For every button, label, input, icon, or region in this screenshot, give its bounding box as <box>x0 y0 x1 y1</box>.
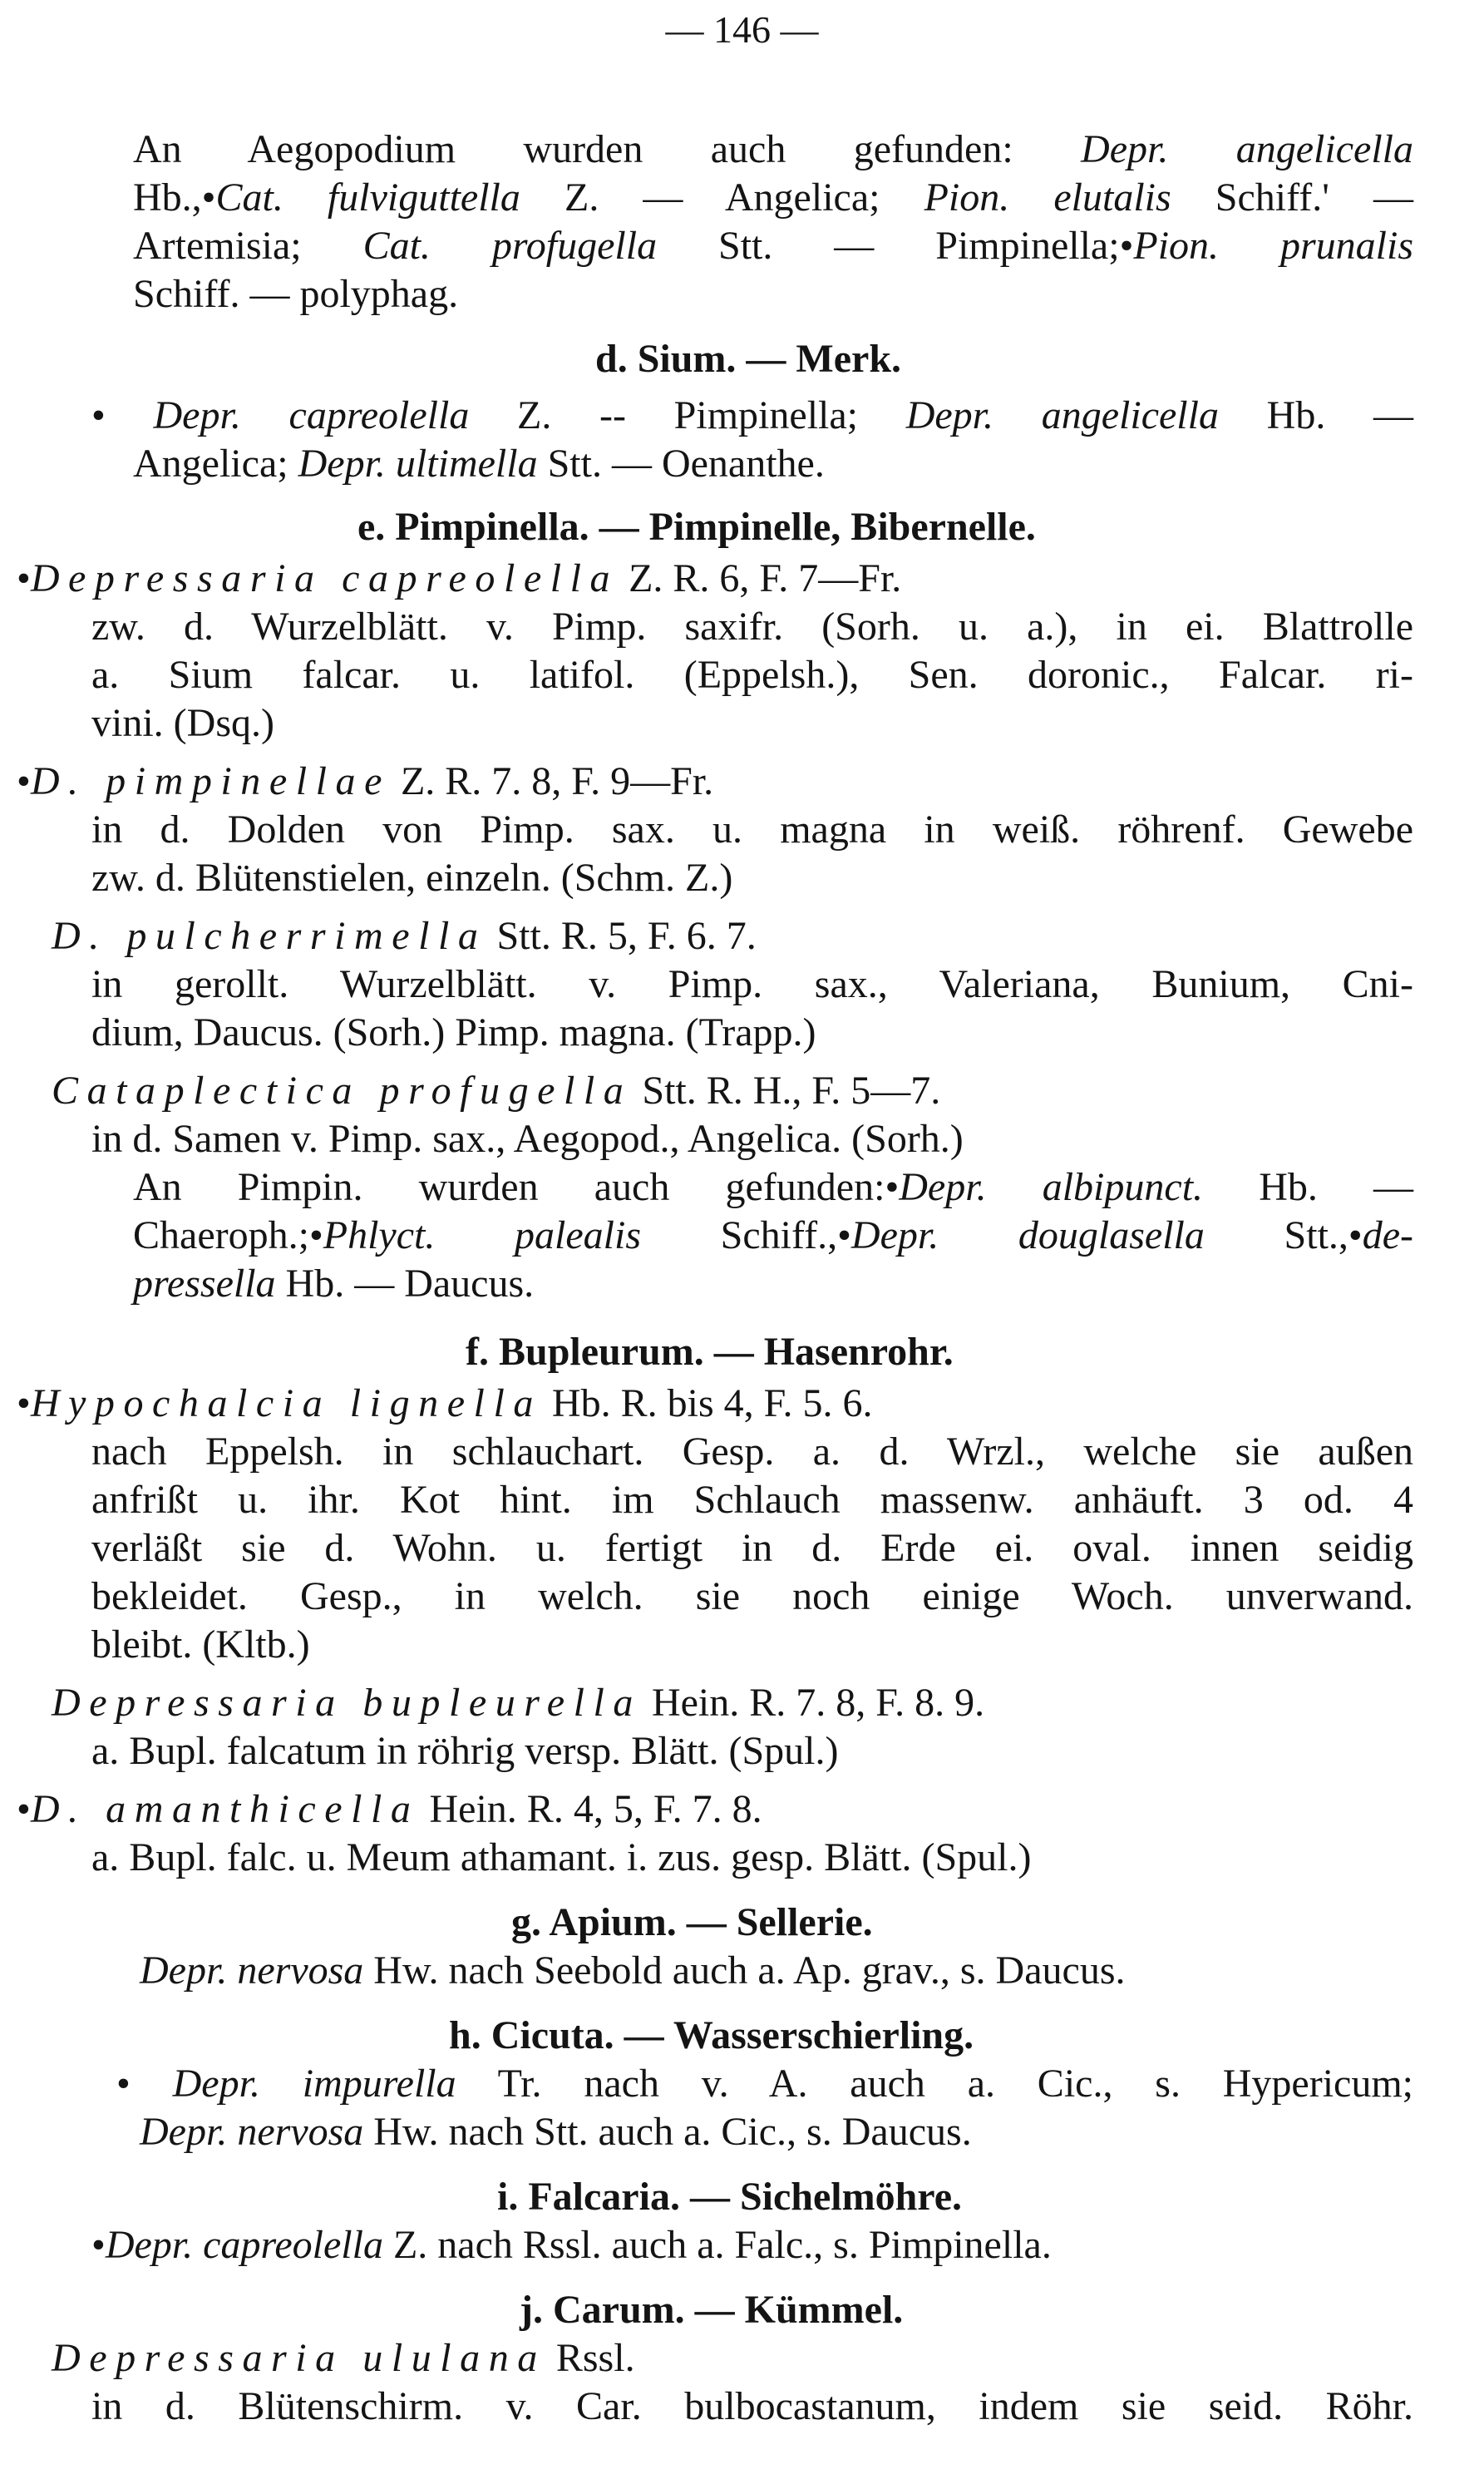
text-line <box>91 1116 964 1163</box>
text-line <box>91 1835 1031 1881</box>
text-span: Hein. R. 4, 5, F. 7. 8. <box>419 1787 762 1831</box>
text-span: nach Eppelsh. in schlauchart. Gesp. a. d. Wrzl., welche sie außen <box>91 1430 1413 1474</box>
section-heading <box>595 336 901 383</box>
italic-text: Depr. albipunct. <box>899 1165 1204 1209</box>
text-line <box>91 2222 1052 2269</box>
species-name: Depressaria bupleurella <box>52 1681 642 1725</box>
section-heading <box>497 2174 962 2220</box>
text-span: • <box>17 1381 31 1425</box>
text-span: j. Carum. — Kümmel. <box>520 2288 904 2332</box>
text-span: a. Bupl. falc. u. Meum athamant. i. zus. gesp. Blätt. (Spul.) <box>91 1835 1032 1879</box>
text-span: Hein. R. 7. 8, F. 8. 9. <box>641 1681 985 1725</box>
text-span: Hb. R. bis 4, F. 5. 6. <box>541 1381 873 1425</box>
text-line <box>133 175 1413 221</box>
text-line <box>52 913 757 960</box>
text-line <box>133 271 458 318</box>
text-line <box>133 223 1413 269</box>
italic-text: Depr. impurella <box>172 2062 456 2106</box>
species-name: Cataplectica profugella <box>52 1069 633 1113</box>
text-line <box>133 1164 1413 1211</box>
text-span: Z. R. 6, F. 7—Fr. <box>619 556 902 600</box>
text-span: i. Falcaria. — Sichelmöhre. <box>497 2175 963 2219</box>
italic-text: Depr. angelicella <box>1081 127 1413 171</box>
text-line <box>133 1212 1413 1259</box>
text-span: • <box>17 556 31 600</box>
text-span: verläßt sie d. Wohn. u. fertigt in d. Erde ei. oval. innen seidig <box>91 1526 1413 1570</box>
text-span: in d. Blütenschirm. v. Car. bulbocastanum, indem sie seid. Röhr. <box>91 2384 1413 2428</box>
italic-text: Depr. nervosa <box>140 1948 364 1993</box>
section-heading <box>449 2012 974 2059</box>
section-heading <box>357 504 1036 551</box>
text-span: Hb.,• <box>133 175 216 220</box>
text-line <box>17 758 713 805</box>
text-span: Z. — Angelica; <box>520 175 924 220</box>
species-name: D. pimpinellae <box>30 759 391 803</box>
text-span: Chaeroph.;• <box>133 1213 323 1257</box>
text-span: Schiff. — polyphag. <box>133 272 459 316</box>
text-line <box>140 1948 1126 1994</box>
species-name: D. amanthicella <box>30 1787 420 1831</box>
species-name: D. pulcherrimella <box>52 914 487 958</box>
text-line <box>91 961 1413 1008</box>
italic-text: pressella <box>133 1262 276 1306</box>
text-line <box>91 604 1413 650</box>
italic-text: Phlyct. palealis <box>323 1213 641 1257</box>
text-span: zw. d. Wurzelblätt. v. Pimp. saxifr. (Sorh. u. a.), in ei. Blattrolle <box>91 605 1413 649</box>
text-span: • <box>116 2062 173 2106</box>
text-span: Hw. nach Stt. auch a. Cic., s. Daucus. <box>363 2110 972 2154</box>
text-span: dium, Daucus. (Sorh.) Pimp. magna. (Trapp.) <box>91 1010 816 1054</box>
text-line <box>116 2061 1413 2107</box>
text-span: Stt. R. 5, F. 6. 7. <box>486 914 757 958</box>
text-span: Stt. R. H., F. 5—7. <box>632 1069 941 1113</box>
text-line <box>91 393 1413 439</box>
species-name: Depressaria ululana <box>52 2336 546 2380</box>
text-line <box>52 2335 635 2382</box>
text-line <box>133 126 1413 173</box>
text-span: An Pimpin. wurden auch gefunden:• <box>133 1165 900 1209</box>
section-heading <box>466 1329 954 1375</box>
italic-text: Depr. capreolella <box>105 2223 383 2267</box>
text-span: • <box>17 1787 31 1831</box>
italic-text: Pion. elutalis <box>924 175 1171 220</box>
italic-text: Depr. douglasella <box>850 1213 1205 1257</box>
italic-text: Depr. nervosa <box>140 2110 364 2154</box>
text-line <box>91 1525 1413 1572</box>
text-span: Stt. — Pimpinella;• <box>657 224 1134 268</box>
text-span: Schiff.,• <box>641 1213 851 1257</box>
section-heading <box>511 1899 873 1946</box>
text-span: Rssl. <box>545 2336 635 2380</box>
italic-text: Depr. angelicella <box>905 393 1219 437</box>
text-span: in d. Samen v. Pimp. sax., Aegopod., Angelica. (Sorh.) <box>91 1117 964 1161</box>
text-span: in d. Dolden von Pimp. sax. u. magna in weiß. röhrenf. Gewebe <box>91 807 1413 852</box>
text-span: Schiff.' — <box>1171 175 1413 220</box>
section-heading <box>520 2287 903 2333</box>
text-line <box>91 652 1413 699</box>
text-span: g. Apium. — Sellerie. <box>511 1900 873 1944</box>
text-line <box>52 1068 940 1114</box>
text-span: e. Pimpinella. — Pimpinelle, Bibernelle. <box>357 505 1036 549</box>
text-line <box>52 1680 984 1726</box>
text-span: Hb. — <box>1218 393 1414 437</box>
text-line <box>91 1477 1413 1523</box>
text-span: • <box>91 393 154 437</box>
italic-text: Depr. capreolella <box>153 393 470 437</box>
text-span: Z. nach Rssl. auch a. Falc., s. Pimpinella. <box>382 2223 1052 2267</box>
text-span: Angelica; <box>133 442 298 486</box>
text-span: An Aegopodium wurden auch gefunden: <box>133 127 1082 171</box>
text-span: Z. R. 7. 8, F. 9—Fr. <box>390 759 714 803</box>
text-span: Stt. — Oenanthe. <box>537 442 825 486</box>
text-line <box>17 556 901 602</box>
text-line <box>17 1380 872 1427</box>
text-span: Hw. nach Seebold auch a. Ap. grav., s. Daucus. <box>363 1948 1126 1993</box>
text-span: vini. (Dsq.) <box>91 701 274 745</box>
text-span: bekleidet. Gesp., in welch. sie noch einige Woch. unverwand. <box>91 1574 1413 1618</box>
text-span: Hb. — <box>1203 1165 1414 1209</box>
text-span: bleibt. (Kltb.) <box>91 1622 310 1667</box>
text-span: d. Sium. — Merk. <box>595 337 902 381</box>
page-number: — 146 — <box>665 8 819 51</box>
text-line <box>91 1573 1413 1620</box>
italic-text: de- <box>1362 1213 1414 1257</box>
text-span: Artemisia; <box>133 224 363 268</box>
italic-text: Pion. prunalis <box>1133 224 1413 268</box>
text-line <box>133 441 825 487</box>
text-line <box>133 1261 534 1307</box>
text-span: • <box>91 2223 106 2267</box>
text-line <box>91 2383 1413 2430</box>
text-span: a. Bupl. falcatum in röhrig versp. Blätt. (Spul.) <box>91 1729 839 1773</box>
italic-text: Cat. profugella <box>362 224 658 268</box>
text-span: Z. -- Pimpinella; <box>469 393 906 437</box>
text-line <box>91 1429 1413 1475</box>
text-line <box>91 700 274 747</box>
text-line <box>91 1622 310 1668</box>
text-span: a. Sium falcar. u. latifol. (Eppelsh.), Sen. doronic., Falcar. ri- <box>91 653 1413 697</box>
species-name: Hypochalcia lignella <box>30 1381 542 1425</box>
text-span: zw. d. Blütenstielen, einzeln. (Schm. Z.) <box>91 856 733 900</box>
text-line <box>140 2109 972 2156</box>
text-span: Hb. — Daucus. <box>275 1262 535 1306</box>
text-line <box>91 807 1413 853</box>
italic-text: Depr. ultimella <box>298 442 538 486</box>
text-line <box>17 1786 762 1833</box>
text-line <box>91 1728 839 1775</box>
text-line <box>91 855 732 901</box>
text-span: in gerollt. Wurzelblätt. v. Pimp. sax., Valeriana, Bunium, Cni- <box>91 962 1413 1006</box>
text-span: f. Bupleurum. — Hasenrohr. <box>466 1330 954 1374</box>
text-span: Stt.,• <box>1204 1213 1363 1257</box>
text-line <box>91 1010 816 1056</box>
text-span: h. Cicuta. — Wasserschierling. <box>449 2013 974 2057</box>
text-span: anfrißt u. ihr. Kot hint. im Schlauch massenw. anhäuft. 3 od. 4 <box>91 1478 1413 1522</box>
text-span: Tr. nach v. A. auch a. Cic., s. Hypericum; <box>456 2062 1414 2106</box>
italic-text: Cat. fulviguttella <box>215 175 520 220</box>
species-name: Depressaria capreolella <box>30 556 619 600</box>
text-span: • <box>17 759 31 803</box>
